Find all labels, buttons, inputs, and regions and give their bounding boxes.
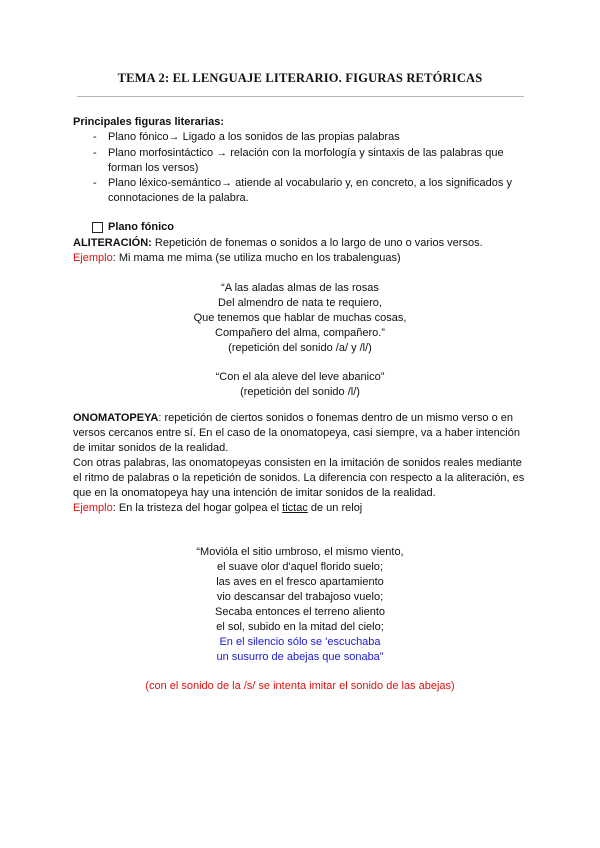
aliteracion-definition	[73, 236, 483, 252]
poem3-line: vio descansar del trabajoso vuelo;	[216, 591, 384, 603]
poem1-line: “A las aladas almas de las rosas	[221, 282, 379, 294]
onomatopeya-text: de imitar sonidos de la realidad.	[73, 442, 229, 454]
poem3-line: Secaba entonces el terreno aliento	[214, 606, 385, 618]
principales-heading: Principales figuras literarias:	[73, 116, 225, 128]
onomatopeya-note: (con el sonido de la /s/ se intenta imitar el sonido de las abejas)	[145, 680, 455, 692]
onomatopeya-text: el ritmo de palabras o la repetición de sonidos. La diferencia con respecto a la aliteración, es	[73, 472, 525, 484]
onomatopeya-text: que en la onomatopeya hay una intención de imitar sonidos de la realidad.	[73, 487, 436, 499]
list-item-plano-lexico-cont: connotaciones de la palabra.	[108, 192, 249, 204]
poem3-line: las aves en el fresco apartamiento	[216, 576, 384, 588]
example-text: de un reloj	[307, 502, 363, 514]
bullet-dash: -	[93, 131, 97, 143]
list-item-plano-fonico: Plano fónico→ Ligado a los sonidos de las propias palabras	[108, 131, 400, 143]
poem2-line: “Con el ala aleve del leve abanico”	[215, 371, 385, 383]
poem3-line-blue: En el silencio sólo se 'escuchaba	[219, 636, 381, 648]
example-label: Ejemplo	[73, 252, 113, 264]
poem1-line: Del almendro de nata te requiero,	[218, 297, 382, 309]
title-divider	[77, 96, 524, 97]
example-underlined: tictac	[282, 502, 308, 514]
poem3-line: el sol, subido en la mitad del cielo;	[216, 621, 384, 633]
checkbox-icon	[92, 222, 103, 233]
bullet-dash: -	[93, 147, 97, 159]
list-item-plano-morfosintactico-cont: forman los versos)	[108, 162, 199, 174]
poem3-line: el suave olor d'aquel florido suelo;	[217, 561, 383, 573]
list-item-plano-lexico: Plano léxico-semántico→ atiende al vocabulario y, en concreto, a los significados y	[108, 177, 512, 189]
onomatopeya-example	[73, 501, 362, 517]
poem1-note: (repetición del sonido /a/ y /l/)	[228, 342, 372, 354]
poem3-line-blue: un susurro de abejas que sonaba”	[216, 651, 384, 663]
onomatopeya-text: versos cercanos entre sí. En el caso de la onomatopeya, casi siempre, va a haber intención	[73, 427, 520, 439]
aliteracion-example	[73, 251, 401, 267]
poem3-line: “Movióla el sitio umbroso, el mismo viento,	[196, 546, 404, 558]
example-label: Ejemplo	[73, 502, 113, 514]
section-heading-plano-fonico: Plano fónico	[108, 221, 174, 233]
bullet-dash: -	[93, 177, 97, 189]
page-title: TEMA 2: EL LENGUAJE LITERARIO. FIGURAS RETÓRICAS	[117, 71, 483, 85]
onomatopeya-text: Con otras palabras, las onomatopeyas consisten en la imitación de sonidos reales mediante	[73, 457, 522, 469]
list-item-plano-morfosintactico: Plano morfosintáctico → relación con la morfología y sintaxis de las palabras que	[108, 147, 504, 159]
onomatopeya-definition	[73, 411, 513, 427]
example-text: : En la tristeza del hogar golpea el	[112, 502, 283, 514]
example-text: : Mi mama me mima (se utiliza mucho en los trabalenguas)	[112, 252, 401, 264]
aliteracion-term: ALITERACIÓN:	[73, 237, 152, 249]
poem2-note: (repetición del sonido /l/)	[240, 386, 360, 398]
poem1-line: Compañero del alma, compañero.”	[215, 327, 385, 339]
onomatopeya-term: ONOMATOPEYA	[73, 412, 159, 424]
onomatopeya-text: : repetición de ciertos sonidos o fonemas dentro de un mismo verso o en	[158, 412, 514, 424]
aliteracion-text: Repetición de fonemas o sonidos a lo largo de uno o varios versos.	[151, 237, 483, 249]
poem1-line: Que tenemos que hablar de muchas cosas,	[193, 312, 407, 324]
